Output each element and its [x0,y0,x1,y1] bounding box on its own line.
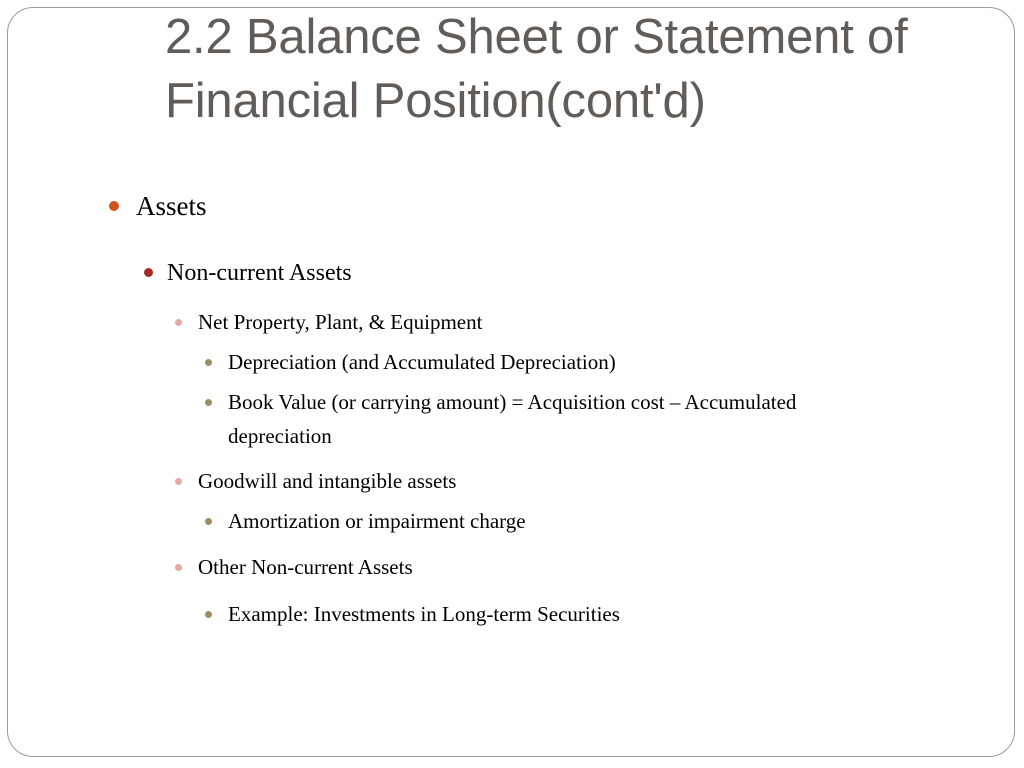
bullet-non-current-assets: Non-current Assets [167,260,352,286]
bullet-dot-level2 [144,268,153,277]
bullet-amortization: Amortization or impairment charge [228,509,526,533]
bullet-dot-level3 [175,478,182,485]
bullet-dot-level4 [205,399,212,406]
bullet-dot-level3 [175,319,182,326]
bullet-depreciation: Depreciation (and Accumulated Depreciation) [228,350,616,374]
bullet-assets: Assets [136,191,207,221]
bullet-book-value-line-1: Book Value (or carrying amount) = Acquisition cost – Accumulated [228,390,797,414]
bullet-other-non-current: Other Non-current Assets [198,555,413,579]
bullet-book-value-line-2: depreciation [228,424,332,448]
slide-title [165,5,1015,133]
bullet-goodwill: Goodwill and intangible assets [198,469,457,493]
bullet-dot-level1 [109,201,119,211]
bullet-dot-level4 [205,518,212,525]
slide-title-line-2: Financial Position(cont'd) [165,74,706,128]
slide-title-line-1: 2.2 Balance Sheet or Statement of [165,10,908,64]
bullet-dot-level4 [205,611,212,618]
bullet-net-ppe: Net Property, Plant, & Equipment [198,310,483,334]
bullet-dot-level3 [175,564,182,571]
bullet-dot-level4 [205,359,212,366]
bullet-example: Example: Investments in Long-term Securities [228,602,620,626]
